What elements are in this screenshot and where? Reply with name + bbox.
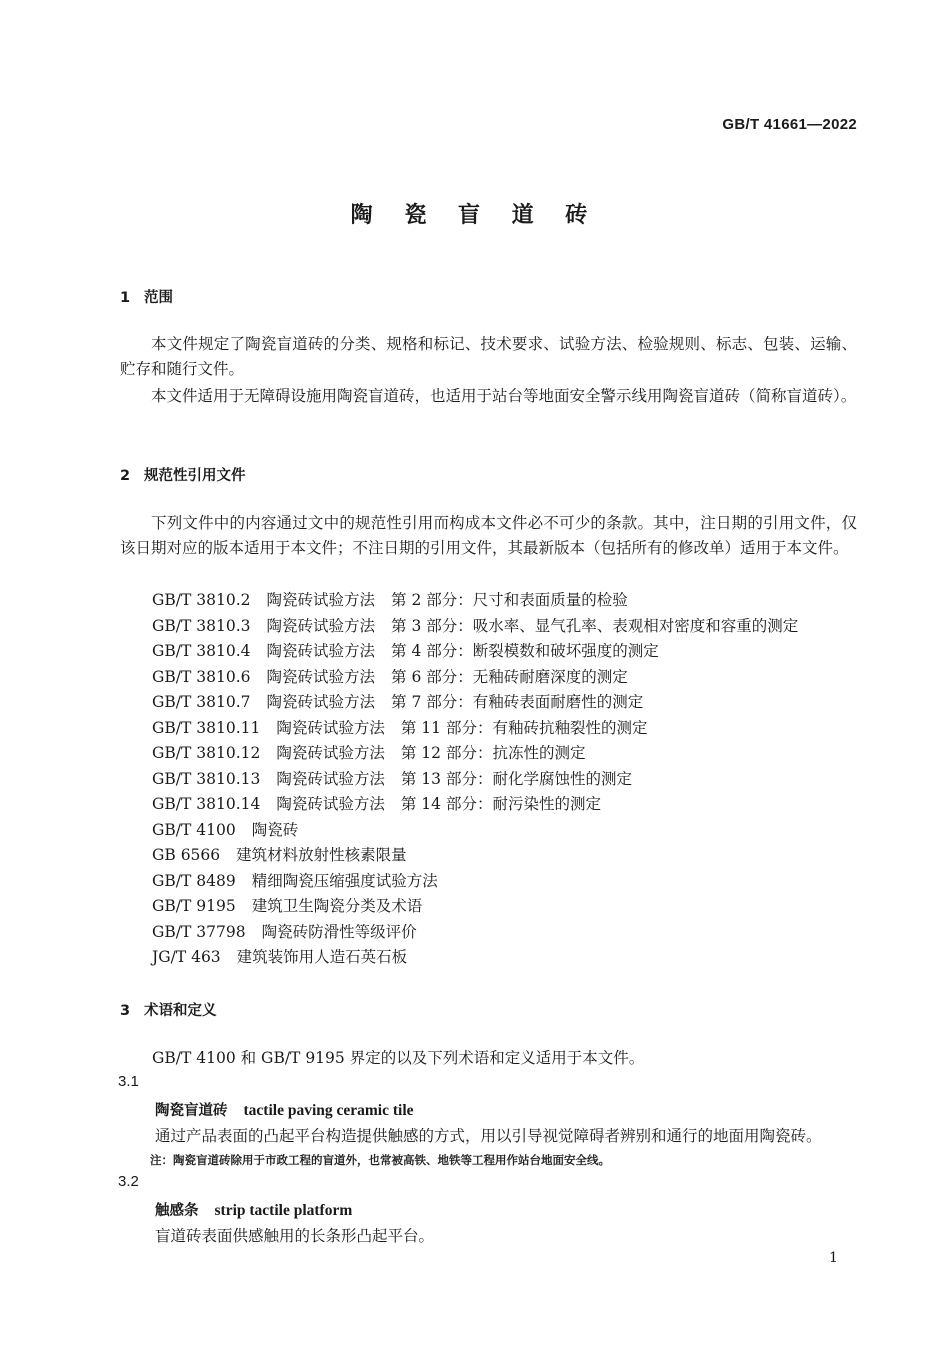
- reference-code: GB/T 3810.2: [152, 591, 251, 609]
- reference-title: 陶瓷砖试验方法: [266, 642, 376, 660]
- term-chinese: 陶瓷盲道砖: [155, 1103, 228, 1119]
- reference-title: 陶瓷砖试验方法: [266, 693, 376, 711]
- reference-item: [152, 843, 798, 869]
- reference-title: 建筑装饰用人造石英石板: [236, 948, 408, 966]
- scope-paragraph-2: 本文件适用于无障碍设施用陶瓷盲道砖，也适用于站台等地面安全警示线用陶瓷盲道砖（简称盲道砖）。: [151, 387, 857, 405]
- term-definition: 通过产品表面的凸起平台构造提供触感的方式，用以引导视觉障碍者辨别和通行的地面用陶瓷砖。: [155, 1127, 822, 1145]
- reference-item: [152, 869, 798, 895]
- reference-code: GB/T 8489: [152, 871, 236, 890]
- term-english: strip tactile platform: [214, 1202, 353, 1219]
- reference-title: 陶瓷砖: [251, 820, 299, 839]
- reference-item: [152, 690, 798, 716]
- term-definition: 盲道砖表面供感触用的长条形凸起平台。: [155, 1227, 435, 1245]
- reference-part: 第 12 部分：抗冻性的测定: [400, 744, 586, 762]
- reference-item: [152, 588, 798, 614]
- reference-item: [152, 767, 798, 793]
- document-title: 陶 瓷 盲 道 砖: [350, 203, 600, 228]
- reference-code: GB/T 9195: [152, 897, 236, 915]
- section-number: 1: [120, 290, 131, 306]
- reference-code: GB/T 3810.12: [152, 744, 261, 762]
- reference-part: 第 2 部分：尺寸和表面质量的检验: [391, 591, 628, 609]
- reference-code: GB/T 3810.7: [152, 693, 251, 711]
- section-3-heading: [120, 999, 217, 1020]
- section-title: 规范性引用文件: [144, 468, 246, 484]
- reference-code: GB/T 3810.11: [152, 718, 261, 737]
- reference-code: GB/T 3810.13: [152, 769, 261, 788]
- reference-list: [152, 588, 798, 971]
- reference-title: 建筑卫生陶瓷分类及术语: [251, 897, 423, 915]
- term-number: 3.1: [118, 1073, 139, 1090]
- reference-code: GB/T 3810.4: [152, 642, 251, 660]
- reference-title: 陶瓷砖试验方法: [276, 769, 385, 788]
- reference-item: [152, 614, 798, 640]
- reference-code: GB/T 37798: [152, 922, 246, 941]
- section-1-heading: [120, 286, 173, 307]
- reference-item: [152, 792, 798, 818]
- reference-part: 第 6 部分：无釉砖耐磨深度的测定: [391, 667, 628, 686]
- reference-code: GB/T 4100: [152, 820, 236, 839]
- reference-title: 陶瓷砖防滑性等级评价: [261, 922, 417, 941]
- reference-code: JG/T 463: [152, 948, 221, 966]
- reference-part: 第 4 部分：断裂模数和破坏强度的测定: [391, 642, 659, 660]
- reference-title: 陶瓷砖试验方法: [276, 795, 385, 813]
- reference-item: [152, 716, 798, 742]
- section-2-heading: [120, 464, 246, 485]
- reference-title: 陶瓷砖试验方法: [266, 667, 376, 686]
- section-title: 范围: [144, 290, 173, 306]
- term-english: tactile paving ceramic tile: [243, 1102, 414, 1119]
- term-note: 注：陶瓷盲道砖除用于市政工程的盲道外，也常被高铁、地铁等工程用作站台地面安全线。: [150, 1153, 610, 1167]
- section-number: 3: [120, 1003, 131, 1019]
- term-entry: [155, 1199, 352, 1220]
- term-entry: [155, 1099, 414, 1120]
- reference-item: [152, 945, 798, 971]
- reference-title: 陶瓷砖试验方法: [266, 616, 376, 635]
- term-number: 3.2: [118, 1173, 139, 1190]
- reference-part: 第 13 部分：耐化学腐蚀性的测定: [400, 769, 632, 788]
- reference-item: [152, 665, 798, 691]
- reference-code: GB 6566: [152, 846, 221, 864]
- reference-title: 陶瓷砖试验方法: [276, 744, 385, 762]
- reference-item: [152, 818, 798, 844]
- reference-item: [152, 920, 798, 946]
- reference-part: 第 3 部分：吸水率、显气孔率、表观相对密度和容重的测定: [391, 616, 799, 635]
- reference-title: 陶瓷砖试验方法: [266, 591, 376, 609]
- reference-code: GB/T 3810.3: [152, 616, 251, 635]
- reference-part: 第 7 部分：有釉砖表面耐磨性的测定: [391, 693, 644, 711]
- reference-part: 第 14 部分：耐污染性的测定: [400, 795, 601, 813]
- reference-item: [152, 741, 798, 767]
- scope-paragraph-1: 本文件规定了陶瓷盲道砖的分类、规格和标记、技术要求、试验方法、检验规则、标志、包装、运输、贮存和随行文件。: [120, 335, 857, 378]
- reference-part: 第 11 部分：有釉砖抗釉裂性的测定: [400, 718, 648, 737]
- section-number: 2: [120, 468, 131, 484]
- reference-code: GB/T 3810.6: [152, 667, 251, 686]
- term-chinese: 触感条: [155, 1203, 199, 1219]
- reference-code: GB/T 3810.14: [152, 795, 261, 813]
- section-title: 术语和定义: [144, 1003, 217, 1019]
- reference-item: [152, 894, 798, 920]
- reference-title: 陶瓷砖试验方法: [276, 718, 385, 737]
- standard-code: GB/T 41661—2022: [722, 116, 857, 133]
- reference-title: 建筑材料放射性核素限量: [236, 846, 407, 864]
- terms-intro: GB/T 4100 和 GB/T 9195 界定的以及下列术语和定义适用于本文件。: [152, 1049, 645, 1067]
- page-number: 1: [829, 1250, 838, 1266]
- normative-references-intro: 下列文件中的内容通过文中的规范性引用而构成本文件必不可少的条款。其中，注日期的引用文件，仅该日期对应的版本适用于本文件；不注日期的引用文件，其最新版本（包括所有的修改单）适用于本文件。: [120, 514, 857, 557]
- reference-title: 精细陶瓷压缩强度试验方法: [251, 871, 438, 890]
- reference-item: [152, 639, 798, 665]
